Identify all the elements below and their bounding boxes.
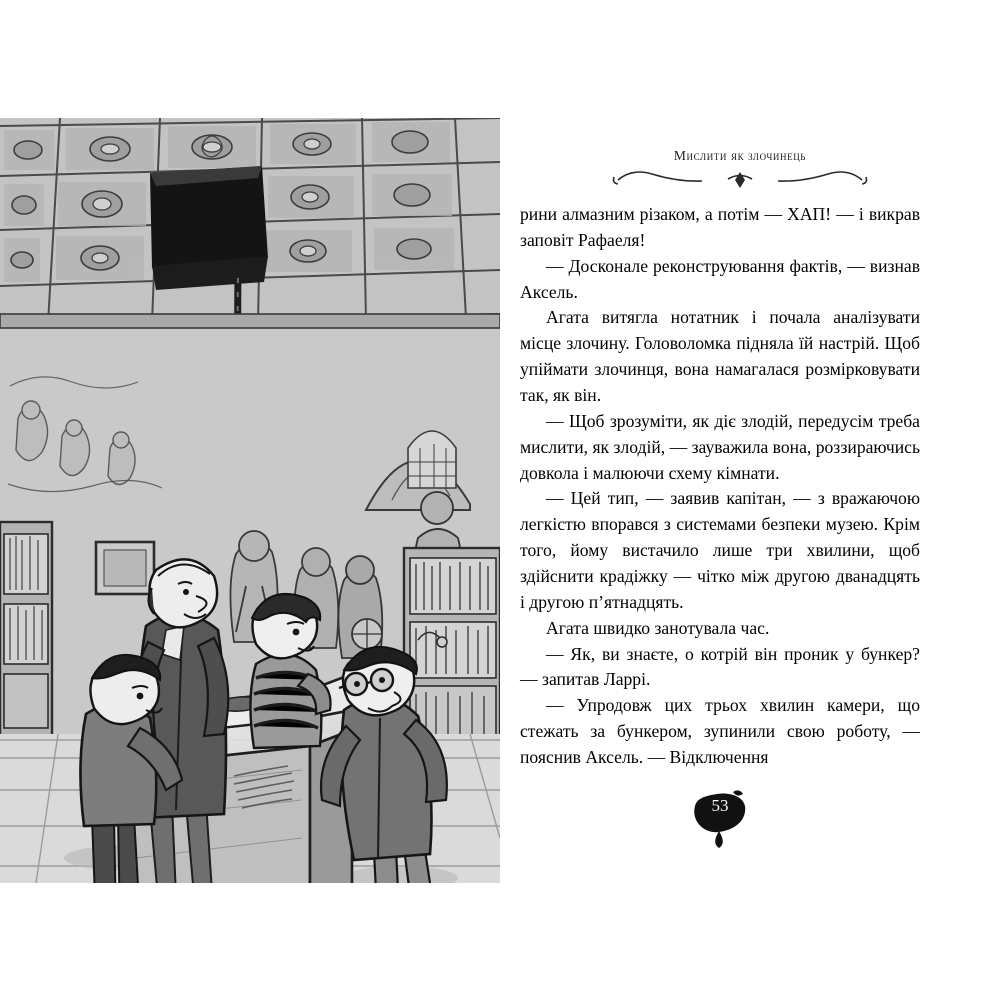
wall-plaque: [96, 542, 154, 594]
paragraph: — Щоб зрозуміти, як діє злодій, передусім треба мислити, як злодій, — зауважила вона, роззираючись довкола і малюючи схему кімнати.: [520, 410, 920, 483]
left-bookcase: [0, 522, 52, 736]
page-number-area: [520, 790, 920, 855]
ornament-divider: [610, 168, 870, 188]
page-number-badge: [689, 790, 751, 850]
paragraph: — Цей тип, — заявив капітан, — з вражаючою легкістю впорався з системами безпеки музею. Крім того, йому вистачило лише три хвилини, щоб здійснити крадіжку — чітко між другою дванадцять і другою п’ятнадцять.: [520, 488, 920, 612]
paragraph: — Як, ви знаєте, о котрій він проник у бункер? — запитав Ларрі.: [520, 643, 920, 690]
page-number: 53: [711, 796, 729, 815]
paragraph: рини алмазним різаком, а потім — ХАП! — і викрав заповіт Рафаеля!: [520, 204, 920, 250]
paragraph: Агата швидко занотувала час.: [546, 617, 770, 638]
paragraph: — Упродовж цих трьох хвилин камери, що стежать за бункером, зупинили свою роботу, — пояснив Аксель. — Відключення: [520, 695, 920, 768]
museum-scene-illustration: [0, 118, 500, 883]
paragraph: Агата витягла нотатник і почала аналізувати місце злочину. Головоломка підняла їй настрій. Щоб упіймати злочинця, вона намагалася розмірковувати так, як він.: [520, 307, 920, 406]
running-head: Мислити як злочинець: [673, 148, 807, 163]
ceiling-hole: [150, 166, 268, 290]
body-text: [520, 202, 920, 771]
paragraph: — Досконале реконструювання фактів, — визнав Аксель.: [520, 255, 920, 302]
text-page: [520, 118, 960, 883]
